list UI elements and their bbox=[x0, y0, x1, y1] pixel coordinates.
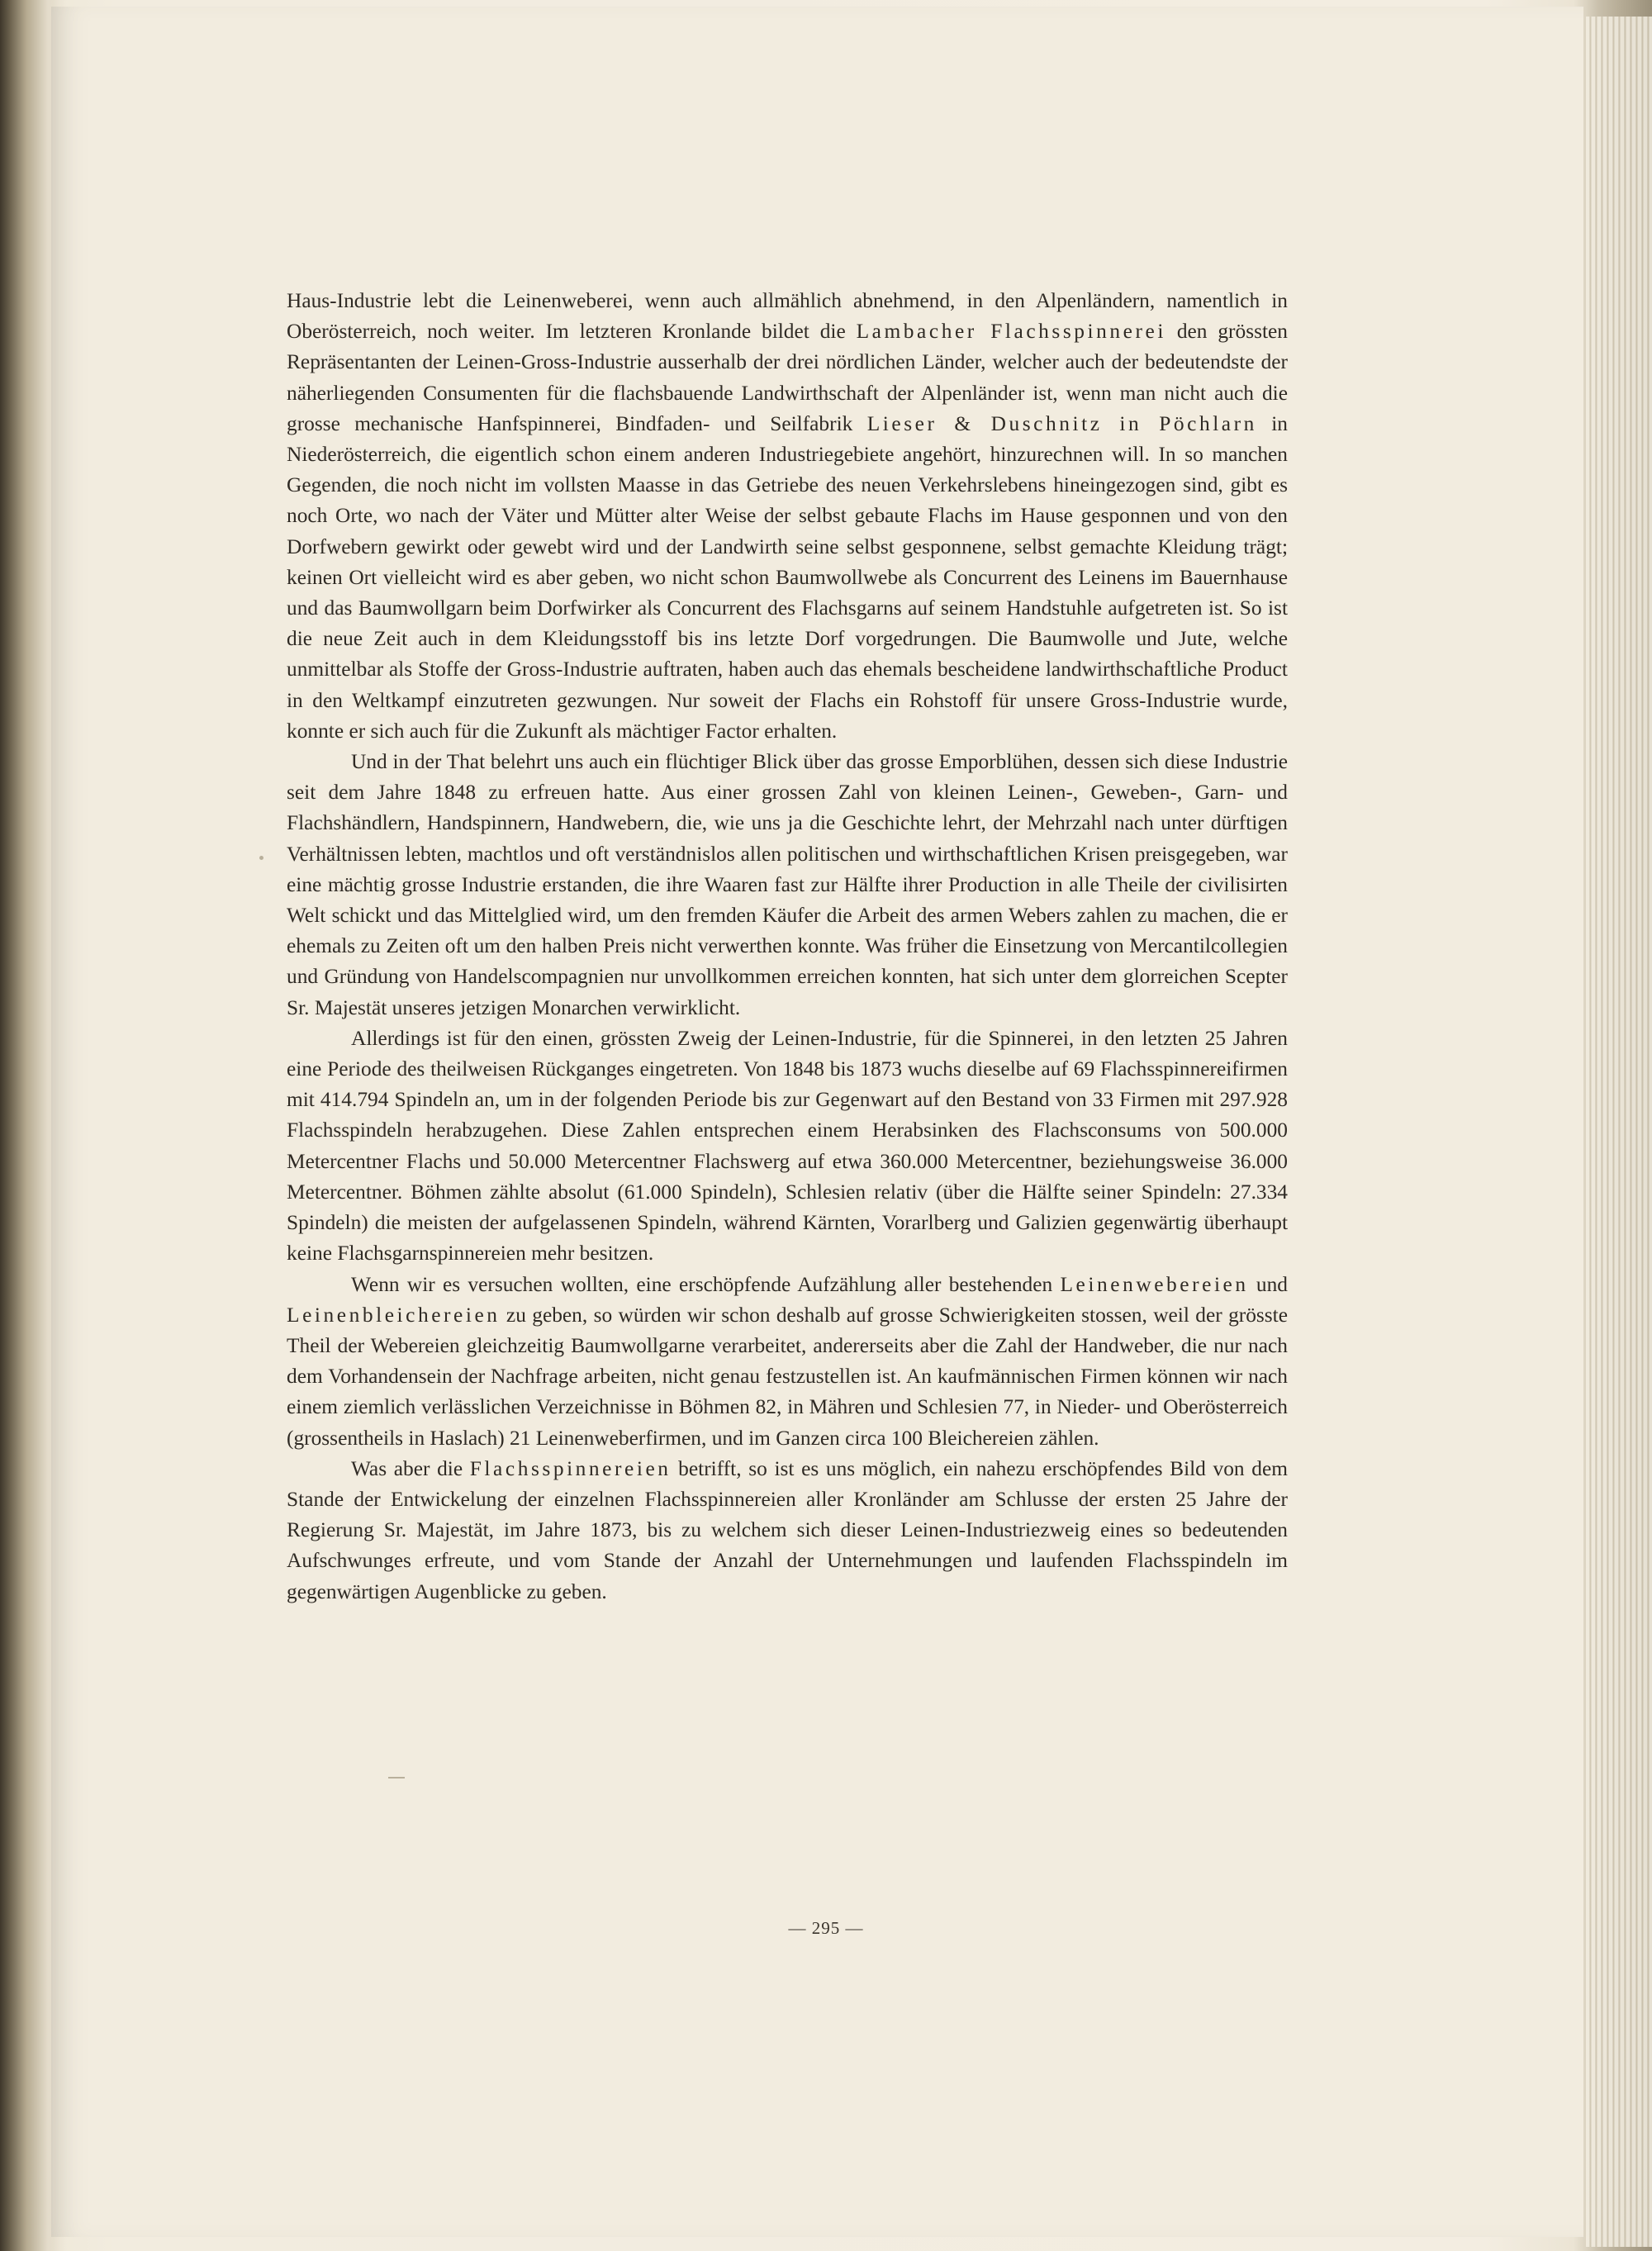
paragraph: Allerdings ist für den einen, grössten Zweig der Leinen-Industrie, für die Spinnerei, in den letzten 25 Jahren eine Periode des theilweisen Rückganges eingetreten. Von 1848 bis 1873 wuchs dieselbe auf 69 Flachsspinnereifirmen mit 414.794 Spindeln an, um in der folgenden Periode bis zur Gegenwart auf den Bestand von 33 Firmen mit 297.928 Flachsspindeln herabzugehen. Diese Zahlen entsprechen einem Herabsinken des Flachsconsums von 500.000 Metercentner Flachs und 50.000 Metercentner Flachswerg auf etwa 360.000 Metercentner, beziehungsweise 36.000 Metercentner. Böhmen zählte absolut (61.000 Spindeln), Schlesien relativ (über die Hälfte seiner Spindeln: 27.334 Spindeln) die meisten der aufgelassenen Spindeln, während Kärnten, Vorarlberg und Galizien gegenwärtig überhaupt keine Flachsgarnspinnereien mehr besitzen. bbox=[287, 1026, 1288, 1266]
spaced-name: Leinenwebereien bbox=[1060, 1272, 1249, 1296]
spaced-name: Leinenbleichereien bbox=[287, 1303, 501, 1327]
paragraph: Was aber die Flachsspinnereien betrifft, so ist es uns möglich, ein nahezu erschöpfendes Bild von dem Stande der Entwickelung der einzelnen Flachsspinnereien aller Kronländer am Schlusse der ersten 25 Jahre der Regierung Sr. Majestät, im Jahre 1873, bis zu welchem sich dieser Leinen-Industriezweig eines so bedeutenden Aufschwunges erfreute, und vom Stande der Anzahl der Unternehmungen und laufenden Flachsspindeln im gegenwärtigen Augenblicke zu geben. bbox=[287, 1456, 1288, 1603]
paper-speck bbox=[259, 856, 263, 860]
page-edges-stack bbox=[1586, 17, 1652, 2247]
spaced-name: Flachsspinnereien bbox=[469, 1456, 672, 1480]
spaced-name: Lieser & Duschnitz in Pöchlarn bbox=[866, 411, 1257, 435]
paragraph: Und in der That belehrt uns auch ein flüchtiger Blick über das grosse Emporblühen, dessen sich diese Industrie seit dem Jahre 1848 zu erfreuen hatte. Aus einer grossen Zahl von kleinen Leinen-, Geweben-, Garn- und Flachshändlern, Handspinnern, Handwebern, die, wie uns ja die Geschichte lehrt, der Mehrzahl nach unter dürftigen Verhältnissen lebten, machtlos und oft verständnislos allen politischen und wirthschaftlichen Krisen preisgegeben, war eine mächtig grosse Industrie erstanden, die ihre Waaren fast zur Hälfte ihrer Production in alle Theile der civilisirten Welt schickt und das Mittelglied wird, um den fremden Käufer die Arbeit des armen Webers zahlen zu machen, die er ehemals zu Zeiten oft um den halben Preis nicht verwerthen konnte. Was früher die Einsetzung von Mercantilcollegien und Gründung von Handelscompagnien nur unvollkommen erreichen konnten, hat sich unter dem glorreichen Scepter Sr. Majestät unseres jetzigen Monarchen verwirklicht. bbox=[287, 750, 1288, 1019]
paragraph: Haus-Industrie lebt die Leinenweberei, wenn auch allmählich abnehmend, in den Alpenländern, namentlich in Oberösterreich, noch weiter. Im letzteren Kronlande bildet die Lambacher Flachsspinnerei den grössten Repräsentanten der Leinen-Gross-Industrie ausserhalb der drei nördlichen Länder, welcher auch der bedeutendste der näherliegenden Consumenten für die flachsbauende Landwirthschaft der Alpenländer ist, wenn man nicht auch die grosse mechanische Hanfspinnerei, Bindfaden- und Seilfabrik Lieser & Duschnitz in Pöchlarn in Niederösterreich, die eigentlich schon einem anderen Industriegebiete angehört, hinzurechnen will. In so manchen Gegenden, die noch nicht im vollsten Maasse in das Getriebe des neuen Verkehrslebens hineingezogen sind, gibt es noch Orte, wo nach der Väter und Mütter alter Weise der selbst gebaute Flachs im Hause gesponnen und von den Dorfwebern gewirkt oder gewebt wird und der Landwirth seine selbst gesponnene, selbst gemachte Kleidung trägt; keinen Ort vielleicht wird es aber geben, wo nicht schon Baumwollwebe als Concurrent des Leinens im Bauernhause und das Baumwollgarn beim Dorfwirker als Concurrent des Flachsgarns auf seinem Handstuhle aufgetreten ist. So ist die neue Zeit auch in dem Kleidungsstoff bis ins letzte Dorf vorgedrungen. Die Baumwolle und Jute, welche unmittelbar als Stoffe der Gross-Industrie auftraten, haben auch das ehemals bescheidene landwirthschaftliche Product in den Weltkampf einzutreten gezwungen. Nur soweit der Flachs ein Rohstoff für unsere Gross-Industrie wurde, konnte er sich auch für die Zukunft als mächtiger Factor erhalten. bbox=[287, 289, 1289, 743]
spaced-name: Lambacher Flachsspinnerei bbox=[856, 320, 1166, 344]
body-text bbox=[287, 286, 1288, 1608]
page-number: — 295 — bbox=[788, 1918, 864, 1938]
paper-speck bbox=[388, 1777, 405, 1778]
paragraph: Wenn wir es versuchen wollten, eine erschöpfende Aufzählung aller bestehenden Leinenwebereien und Leinenbleichereien zu geben, so würden wir schon deshalb auf grosse Schwierigkeiten stossen, weil der grösste Theil der Webereien gleichzeitig Baumwollgarne verarbeitet, andererseits aber die Zahl der Handweber, die nur nach dem Vorhandensein der Nachfrage arbeiten, nicht genau festzustellen ist. An kaufmännischen Firmen können wir nach einem ziemlich verlässlichen Verzeichnisse in Böhmen 82, in Mähren und Schlesien 77, in Nieder- und Oberösterreich (grossentheils in Haslach) 21 Leinenweberfirmen, und im Ganzen circa 100 Bleichereien zählen. bbox=[287, 1272, 1289, 1450]
